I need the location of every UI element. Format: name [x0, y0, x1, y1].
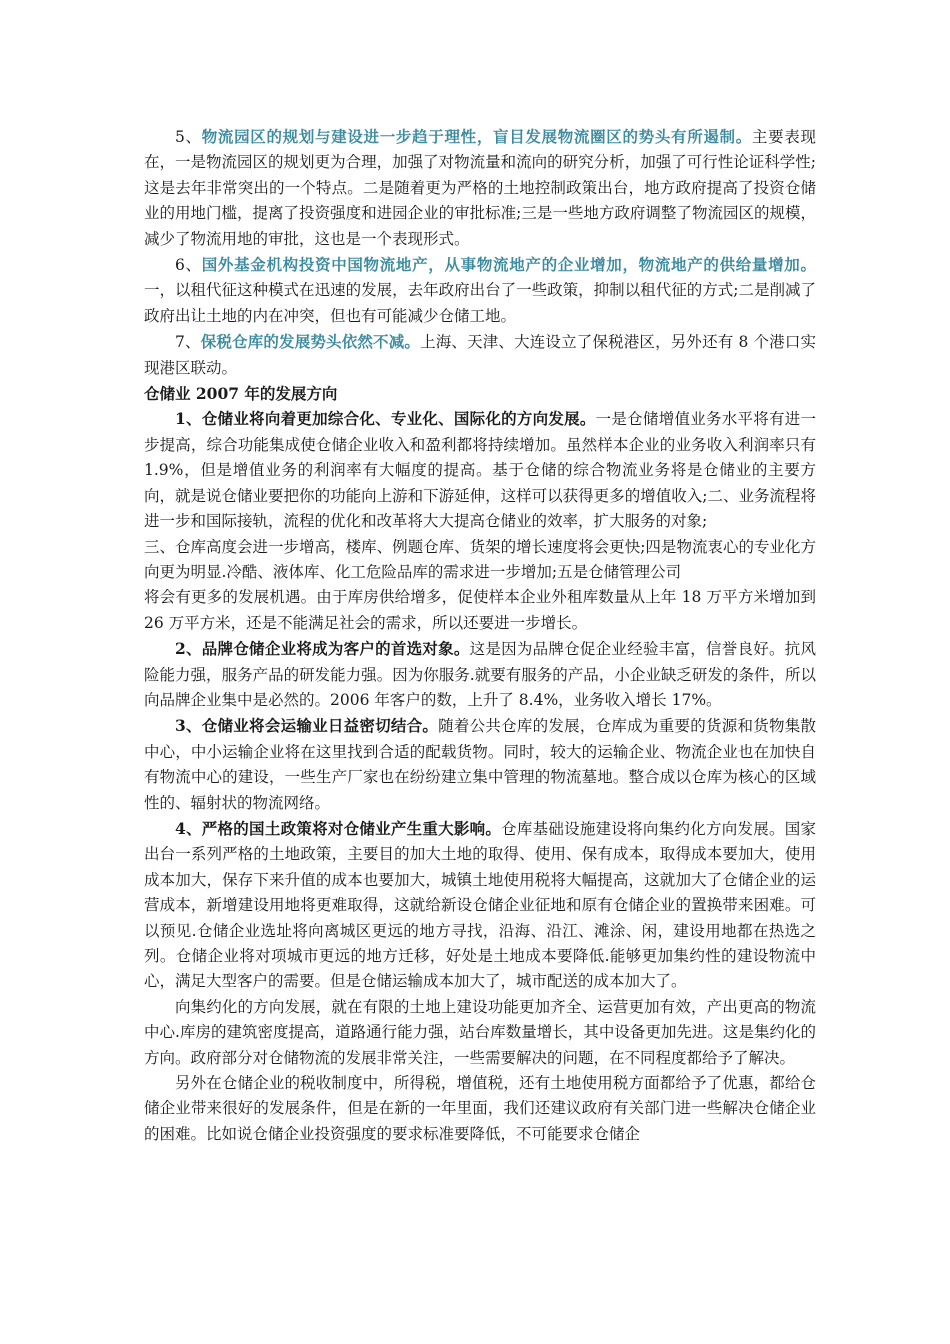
paragraph-7	[144, 329, 816, 381]
direction-4-title: 4、严格的国土政策将对仓储业产生重大影响。	[175, 818, 502, 838]
paragraph-5-highlight: 物流园区的规划与建设进一步趋于理性，盲目发展物流圈区的势头有所遏制。	[201, 127, 752, 146]
direction-1-continued-a: 三、仓库高度会进一步增高，楼库、例题仓库、货架的增长速度将会更快;四是物流衷心的专业化方向更为明显.冷酷、液体库、化工危险品库的需求进一步增加;五是仓储管理公司	[144, 537, 816, 581]
paragraph-6-highlight: 国外基金机构投资中国物流地产，从事物流地产的企业增加，物流地产的供给量增加。	[201, 255, 816, 275]
direction-4-text: 仓库基础设施建设将向集约化方向发展。国家出台一系列严格的土地政策，主要目的加大土地的取得、使用、保有成本，取得成本要加大，使用成本加大，保存下来升值的成本也要加大，城镇土地使用税将大幅提高，这就加大了仓储企业的运营成本，新增建设用地将更难取得，这就给新设仓储企业征地和原有仓储企业的置换带来困难。可以预见.仓储企业选址将向离城区更远的地方寻找，沿海、沿江、滩涂、闲，建设用地都在热选之列。仓储企业将对项城市更远的地方迁移，好处是土地成本要降低.能够更加集约性的建设物流中心，满足大型客户的需要。但是仓储运输成本加大了，城市配送的成本加大了。	[144, 819, 816, 991]
paragraph-7-text: 上海、天津、大连设立了保税港区，另外还有 8 个港口实现港区联动。	[144, 333, 816, 377]
direction-1-continued-b: 将会有更多的发展机遇。由于库房供给增多，促使样本企业外租库数量从上年 18 万平方米增加到 26 万平方米，还是不能满足社会的需求，所以还要进一步增长。	[144, 588, 816, 632]
direction-3-title: 3、仓储业将会运输业日益密切结合。	[175, 716, 439, 736]
paragraph-7-number: 7、	[175, 333, 201, 352]
paragraph-intensive: 向集约化的方向发展，就在有限的土地上建设功能更加齐全、运营更加有效，产出更高的物流中心.库房的建筑密度提高，道路通行能力强，站台库数量增长，其中设备更加先进。这是集约化的方向。政府部分对仓储物流的发展非常关注，一些需要解决的问题，在不同程度都给予了解决。	[144, 997, 816, 1067]
direction-2-title: 2、品牌仓储企业将成为客户的首选对象。	[175, 639, 470, 659]
direction-4	[144, 816, 816, 995]
paragraph-7-highlight: 保税仓库的发展势头依然不减。	[200, 332, 421, 352]
direction-2-text: 这是因为品牌仓促企业经验丰富，信誉良好。抗风险能力强，服务产品的研发能力强。因为你服务.就要有服务的产品，小企业缺乏研发的条件，所以向品牌企业集中是必然的。2006 年客户的数，上升了 8.4%，业务收入增长 17%。	[144, 640, 816, 709]
paragraph-5-text: 主要表现在，一是物流园区的规划更为合理，加强了对物流量和流向的研究分析，加强了可行性论证科学性;这是去年非常突出的一个特点。二是随着更为严格的土地控制政策出台，地方政府提高了投资仓储业的用地门槛，提离了投资强度和进园企业的审批标准;三是一些地方政府调整了物流园区的规模，减少了物流用地的审批，这也是一个表现形式。	[144, 128, 816, 248]
direction-1-text: 一是仓储增值业务水平将有进一步提高，综合功能集成使仓储企业收入和盈利都将持续增加。虽然样本企业的业务收入利润率只有 1.9%，但是增值业务的利润率有大幅度的提高。基于仓储的综合物流业务将是仓储业的主要方向，就是说仓储业要把你的功能向上游和下游延伸，这样可以获得更多的增值收入;二、业务流程将进一步和国际接轨，流程的优化和改革将大大提高仓储业的效率，扩大服务的对象;	[144, 410, 816, 531]
section-heading: 仓储业 2007 年的发展方向	[144, 384, 338, 404]
paragraph-6-text: 一，以租代征这种模式在迅速的发展，去年政府出台了一些政策，抑制以租代征的方式;二是削减了政府出让土地的内在冲突，但也有可能减少仓储工地。	[144, 281, 816, 325]
direction-3-text: 随着公共仓库的发展，仓库成为重要的货源和货物集散中心，中小运输企业将在这里找到合适的配载货物。同时，较大的运输企业、物流企业也在加快自有物流中心的建设，一些生产厂家也在纷纷建立集中管理的物流墓地。整合成以仓库为核心的区域性的、辐射状的物流网络。	[144, 717, 816, 812]
paragraph-5-number: 5、	[175, 128, 202, 146]
document-body	[144, 124, 816, 1147]
paragraph-6-number: 6、	[175, 256, 202, 275]
direction-1-title: 1、仓储业将向着更加综合化、专业化、国际化的方向发展。	[175, 409, 596, 429]
paragraph-5	[144, 124, 816, 252]
paragraph-tax: 另外在仓储企业的税收制度中，所得税，增值税，还有土地使用税方面都给予了优惠，都给仓储企业带来很好的发展条件，但是在新的一年里面，我们还建议政府有关部门进一些解决仓储企业的困难。比如说仓储企业投资强度的要求标准要降低，不可能要求仓储企	[144, 1074, 816, 1143]
direction-1	[144, 406, 816, 534]
direction-3	[144, 713, 816, 816]
direction-2	[144, 636, 816, 713]
paragraph-6	[144, 252, 816, 329]
